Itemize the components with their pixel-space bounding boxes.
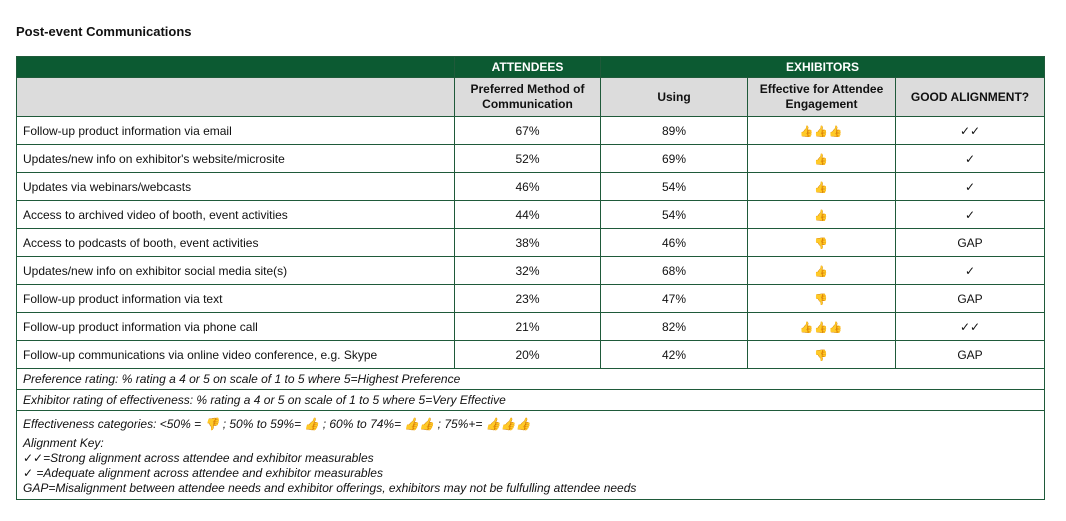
using-value: 54% [601, 201, 748, 229]
row-label: Follow-up product information via phone call [17, 313, 455, 341]
row-label: Updates via webinars/webcasts [17, 173, 455, 201]
alignment-key-strong: ✓✓=Strong alignment across attendee and exhibitor measurables [23, 451, 374, 465]
using-value: 89% [601, 117, 748, 145]
using-value: 46% [601, 229, 748, 257]
communications-table [16, 56, 1045, 500]
thumbs-up-icon: 👍 [748, 145, 896, 173]
alignment-value: GAP [896, 341, 1045, 369]
table-row [17, 229, 1045, 257]
row-label: Follow-up product information via text [17, 285, 455, 313]
alignment-value: ✓ [896, 257, 1045, 285]
thumbs-down-icon: 👎 [748, 229, 896, 257]
header-exhibitors: EXHIBITORS [601, 57, 1045, 78]
using-value: 68% [601, 257, 748, 285]
table-row [17, 285, 1045, 313]
alignment-value: ✓ [896, 201, 1045, 229]
subheader-blank [17, 78, 455, 117]
page-title: Post-event Communications [16, 24, 192, 39]
using-value: 47% [601, 285, 748, 313]
thumbs-up-icon: 👍 [748, 173, 896, 201]
header-attendees: ATTENDEES [455, 57, 601, 78]
alignment-value: ✓✓ [896, 117, 1045, 145]
thumbs-down-icon: 👎 [748, 285, 896, 313]
thumbs-up-icon: 👍👍👍 [748, 117, 896, 145]
legend-notes [17, 411, 1045, 500]
preferred-value: 67% [455, 117, 601, 145]
alignment-key-gap: GAP=Misalignment between attendee needs and exhibitor offerings, exhibitors may not be fulfulling attendee needs [23, 481, 637, 495]
using-value: 54% [601, 173, 748, 201]
effectiveness-categories-note: Effectiveness categories: <50% = 👎 ; 50% to 59%= 👍 ; 60% to 74%= 👍👍 ; 75%+= 👍👍👍 [23, 417, 531, 431]
header-alignment: GOOD ALIGNMENT? [896, 78, 1045, 117]
preferred-value: 23% [455, 285, 601, 313]
row-label: Updates/new info on exhibitor social media site(s) [17, 257, 455, 285]
preferred-value: 38% [455, 229, 601, 257]
header-using: Using [601, 78, 748, 117]
alignment-value: ✓ [896, 145, 1045, 173]
preferred-value: 20% [455, 341, 601, 369]
preference-note: Preference rating: % rating a 4 or 5 on scale of 1 to 5 where 5=Highest Preference [17, 369, 1045, 390]
thumbs-up-icon: 👍 [748, 257, 896, 285]
alignment-value: GAP [896, 285, 1045, 313]
preferred-value: 52% [455, 145, 601, 173]
table-row [17, 117, 1045, 145]
row-label: Access to archived video of booth, event activities [17, 201, 455, 229]
preferred-value: 44% [455, 201, 601, 229]
using-value: 82% [601, 313, 748, 341]
preferred-value: 21% [455, 313, 601, 341]
alignment-value: ✓✓ [896, 313, 1045, 341]
header-preferred: Preferred Method of Communication [455, 78, 601, 117]
row-label: Follow-up communications via online video conference, e.g. Skype [17, 341, 455, 369]
preferred-value: 46% [455, 173, 601, 201]
header-effective: Effective for Attendee Engagement [748, 78, 896, 117]
thumbs-down-icon: 👎 [748, 341, 896, 369]
preferred-value: 32% [455, 257, 601, 285]
table-row [17, 257, 1045, 285]
row-label: Updates/new info on exhibitor's website/microsite [17, 145, 455, 173]
using-value: 42% [601, 341, 748, 369]
using-value: 69% [601, 145, 748, 173]
alignment-value: ✓ [896, 173, 1045, 201]
thumbs-up-icon: 👍👍👍 [748, 313, 896, 341]
header-blank [17, 57, 455, 78]
alignment-value: GAP [896, 229, 1045, 257]
row-label: Access to podcasts of booth, event activities [17, 229, 455, 257]
alignment-key-adequate: ✓ =Adequate alignment across attendee and exhibitor measurables [23, 466, 383, 480]
table-row [17, 313, 1045, 341]
exhibitor-note: Exhibitor rating of effectiveness: % rating a 4 or 5 on scale of 1 to 5 where 5=Very Effective [17, 390, 1045, 411]
row-label: Follow-up product information via email [17, 117, 455, 145]
thumbs-up-icon: 👍 [748, 201, 896, 229]
table-row [17, 145, 1045, 173]
table-row [17, 201, 1045, 229]
table-row [17, 341, 1045, 369]
alignment-key-title: Alignment Key: [23, 436, 104, 450]
table-row [17, 173, 1045, 201]
